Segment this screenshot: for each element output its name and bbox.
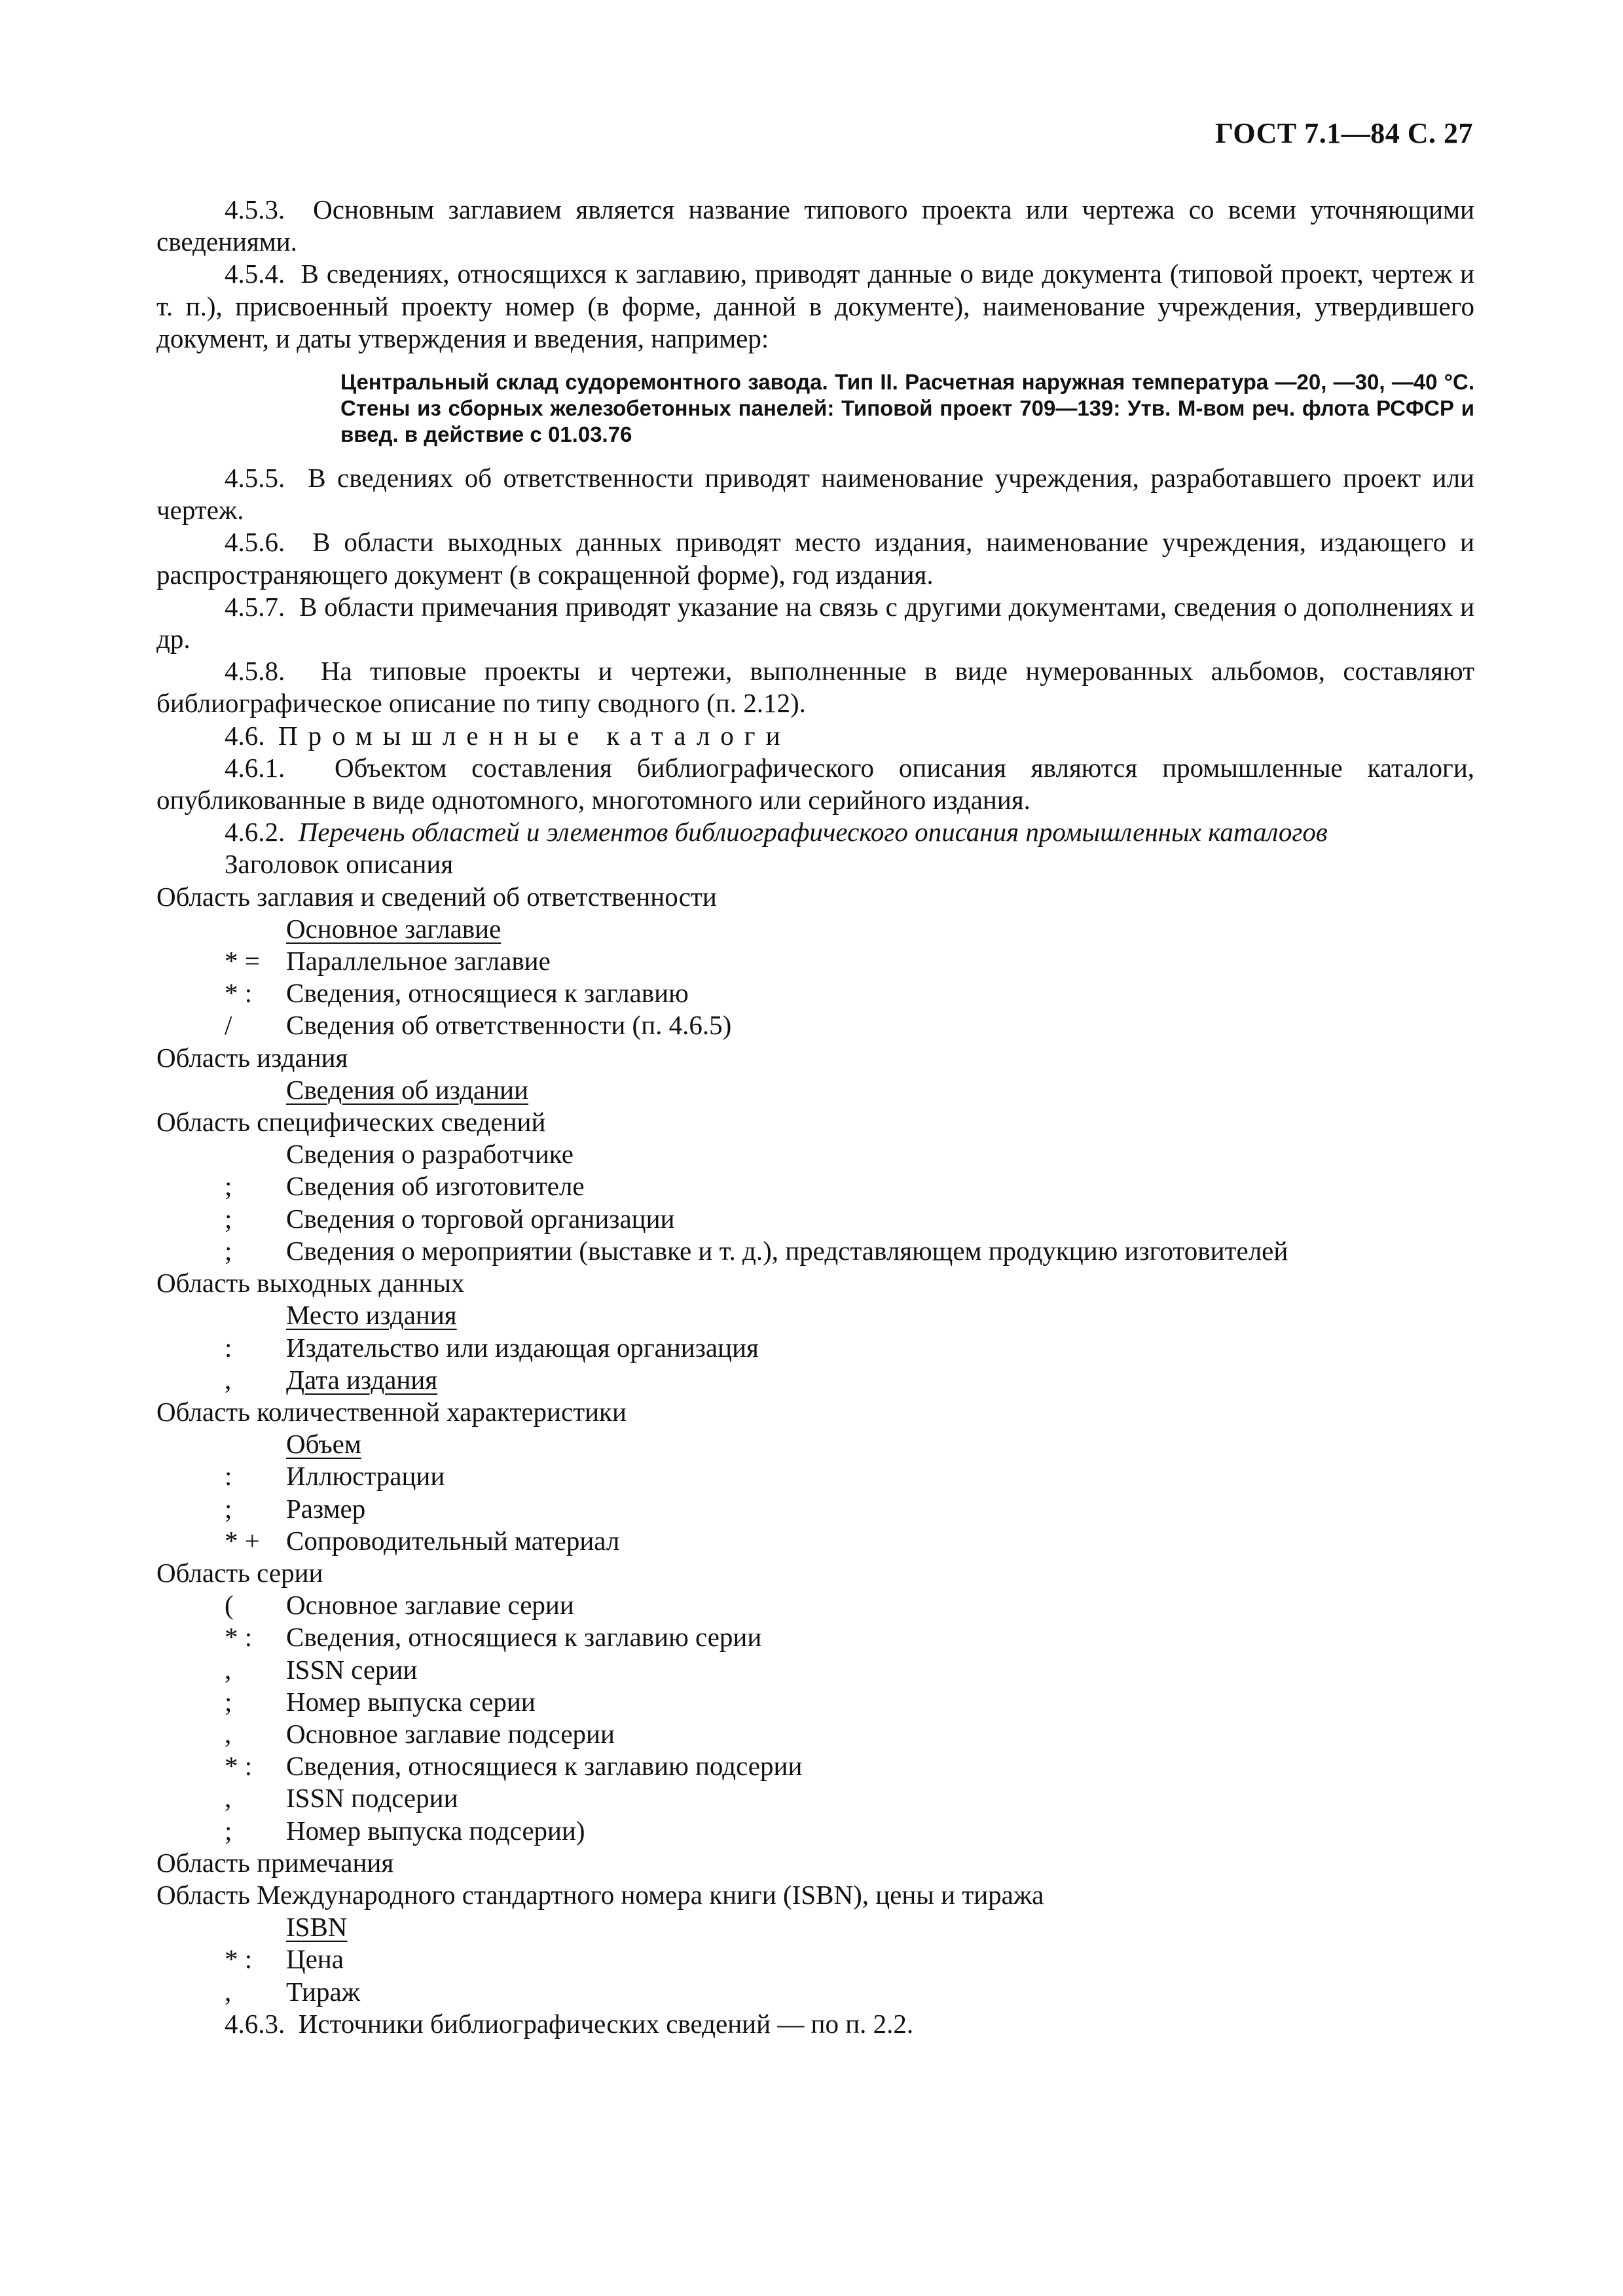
paragraph-4-5-7: 4.5.7. В области примечания приводят указание на связь с другими документами, сведения о дополнениях и др. xyxy=(156,591,1475,655)
scheme-element: ISBN xyxy=(286,1912,348,1943)
scheme-element: * : Сведения, относящиеся к заглавию xyxy=(225,978,689,1009)
paragraph-4-6-3: 4.6.3. Источники библиографических сведений — по п. 2.2. xyxy=(225,2008,914,2039)
scheme-element: , ISSN подсерии xyxy=(225,1783,458,1814)
area-physical: Область количественной характеристики xyxy=(156,1396,627,1427)
paragraph-4-5-8: 4.5.8. На типовые проекты и чертежи, выполненные в виде нумерованных альбомов, составляют библиографическое описание по типу сводного (п. 2.12). xyxy=(156,656,1474,719)
scheme-heading: Заголовок описания xyxy=(225,849,454,880)
description-scheme xyxy=(156,848,1474,2007)
scheme-element: Объем xyxy=(286,1429,361,1460)
scheme-element: * = Параллельное заглавие xyxy=(225,946,551,977)
scheme-element: , ISSN серии xyxy=(225,1654,418,1685)
area-edition: Область издания xyxy=(156,1042,348,1073)
scheme-element: ; Сведения о торговой организации xyxy=(225,1203,675,1234)
scheme-element: ; Размер xyxy=(225,1493,366,1524)
scheme-element: / Сведения об ответственности (п. 4.6.5) xyxy=(225,1010,732,1041)
scheme-element: * : Сведения, относящиеся к заглавию подсерии xyxy=(225,1751,803,1782)
area-notes: Область примечания xyxy=(156,1847,394,1878)
section-heading-4-6: 4.6. Промышленные каталоги xyxy=(225,720,791,751)
area-series: Область серии xyxy=(156,1557,323,1588)
paragraph-4-6-1: 4.6.1. Объектом составления библиографического описания являются промышленные каталоги, опубликованные в виде однотомного, многотомного или серийного издания. xyxy=(156,752,1475,816)
scheme-element: * + Сопроводительный материал xyxy=(225,1525,620,1556)
scheme-element: * : Сведения, относящиеся к заглавию серии xyxy=(225,1622,762,1653)
paragraph-4-6-2: 4.6.2. Перечень областей и элементов библиографического описания промышленных каталогов xyxy=(225,817,1328,848)
scheme-element: , Тираж xyxy=(225,1976,360,2007)
scheme-element: Основное заглавие xyxy=(286,913,501,944)
scheme-element: , Основное заглавие подсерии xyxy=(225,1718,615,1749)
scheme-element: : Иллюстрации xyxy=(225,1461,445,1492)
area-publication: Область выходных данных xyxy=(156,1268,465,1299)
area-isbn: Область Международного стандартного номера книги (ISBN), цены и тиража xyxy=(156,1879,1044,1910)
paragraph-4-5-3: 4.5.3. Основным заглавием является название типового проекта или чертежа со всеми уточняющими сведениями. xyxy=(156,194,1474,257)
scheme-element: ; Сведения об изготовителе xyxy=(225,1171,585,1202)
scheme-element: ; Номер выпуска серии xyxy=(225,1686,536,1717)
scheme-element: * : Цена xyxy=(225,1944,344,1975)
paragraph-4-5-5: 4.5.5. В сведениях об ответственности приводят наименование учреждения, разработавшего проект или чертеж. xyxy=(156,463,1474,526)
scheme-element: ; Сведения о мероприятии (выставке и т. д.), представляющем продукцию изготовителей xyxy=(225,1235,1288,1266)
scheme-element: ( Основное заглавие серии xyxy=(225,1590,574,1621)
page-header: ГОСТ 7.1—84 С. 27 xyxy=(1214,117,1473,149)
document-body xyxy=(156,194,1474,2040)
area-title: Область заглавия и сведений об ответственности xyxy=(156,881,717,912)
scheme-element: , Дата издания xyxy=(225,1364,438,1395)
scheme-element: Место издания xyxy=(286,1300,457,1331)
scheme-element: : Издательство или издающая организация xyxy=(225,1332,759,1363)
area-specific: Область специфических сведений xyxy=(156,1107,546,1138)
paragraph-4-5-4: 4.5.4. В сведениях, относящихся к заглавию, приводят данные о виде документа (типовой проект, чертеж и т. п.), присвоенный проекту номер (в форме, данной в документе), наименование учреждения, утвердившего документ, и даты утверждения и введения, например: xyxy=(156,259,1474,353)
example-citation: Центральный склад судоремонтного завода. Тип II. Расчетная наружная температура —20, —30, —40 °С. Стены из сборных железобетонных панелей: Типовой проект 709—139: Утв. М-вом реч. флота РСФСР и введ. в действие с 01.03.76 xyxy=(340,370,1474,447)
scheme-element: ; Номер выпуска подсерии) xyxy=(225,1815,585,1846)
scheme-element: Сведения о разработчике xyxy=(286,1139,574,1170)
scheme-element: Сведения об издании xyxy=(286,1074,529,1105)
paragraph-4-5-6: 4.5.6. В области выходных данных приводят место издания, наименование учреждения, издающего и распространяющего документ (в сокращенной форме), год издания. xyxy=(156,527,1474,590)
